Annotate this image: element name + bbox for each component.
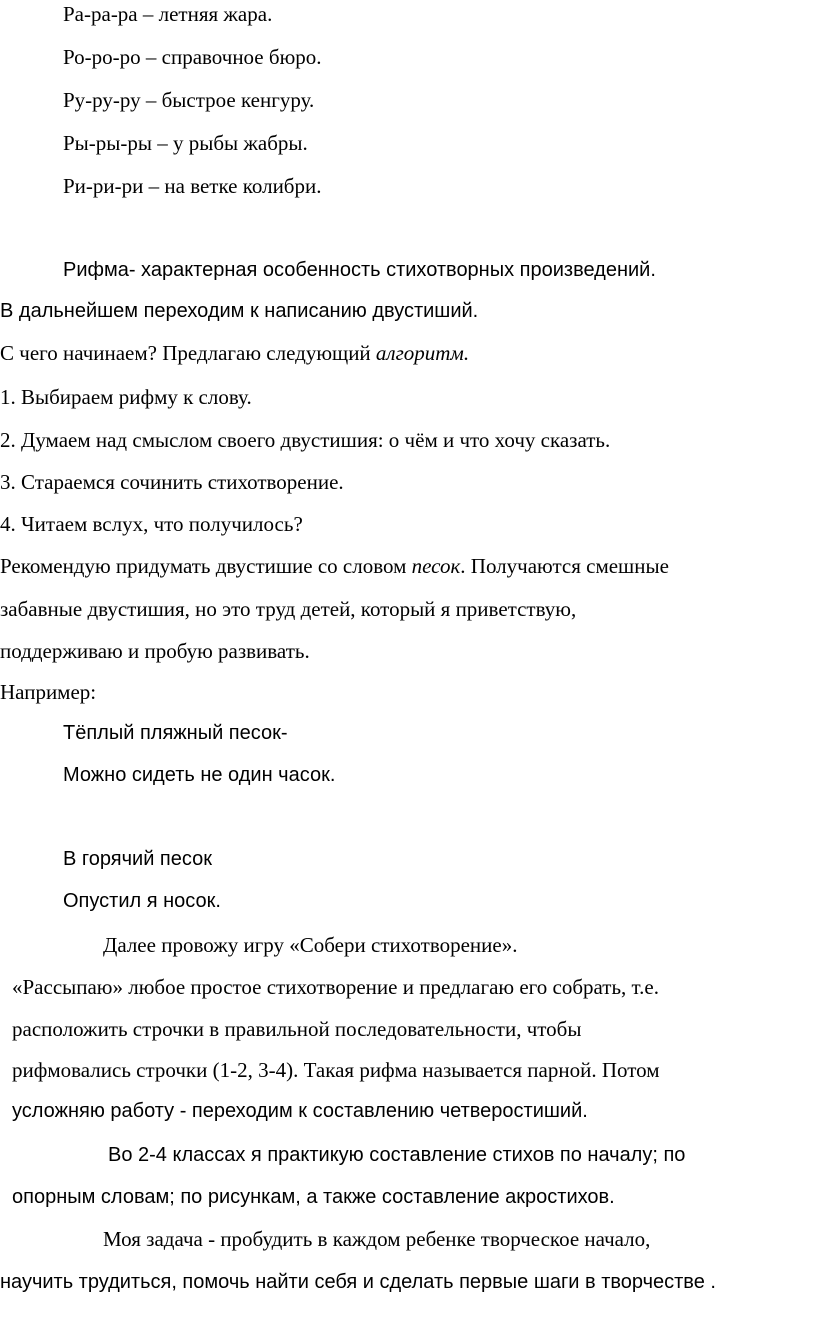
algorithm-lead: С чего начинаем? Предлагаю следующий <box>0 341 376 365</box>
algorithm-step: 4. Читаем вслух, что получилось? <box>0 512 303 536</box>
recommend-text-a: Рекомендую придумать двустишие со словом <box>0 554 412 578</box>
grades-line: Во 2-4 классах я практикую составление стихов по началу; по <box>108 1144 686 1166</box>
example-label: Например: <box>0 680 97 704</box>
rhyme-line: Ро-ро-ро – справочное бюро. <box>63 45 322 69</box>
rhyme-line: Ры-ры-ры – у рыбы жабры. <box>63 131 308 155</box>
algorithm-step: 2. Думаем над смыслом своего двустишия: о чём и что хочу сказать. <box>0 428 611 452</box>
game-line: рифмовались строчки (1-2, 3-4). Такая рифма называется парной. Потом <box>12 1058 660 1082</box>
recommend-line: забавные двустишия, но это труд детей, который я приветствую, <box>0 597 577 621</box>
algorithm-term: алгоритм. <box>375 341 470 365</box>
algorithm-intro <box>0 343 469 364</box>
grades-line: опорным словам; по рисункам, а также составление акростихов. <box>12 1186 615 1208</box>
poem-line: Можно сидеть не один часок. <box>63 764 336 786</box>
rhyme-line: Ру-ру-ру – быстрое кенгуру. <box>63 88 315 112</box>
algorithm-step: 1. Выбираем рифму к слову. <box>0 385 252 409</box>
recommend-line <box>0 556 669 577</box>
rhyme-line: Ри-ри-ри – на ветке колибри. <box>63 174 322 198</box>
game-line: усложняю работу - переходим к составлению четверостиший. <box>12 1100 588 1122</box>
poem-line: В горячий песок <box>63 848 212 870</box>
recommend-word: песок <box>411 554 461 578</box>
recommend-line: поддерживаю и пробую развивать. <box>0 639 310 663</box>
rhyme-line: Ра-ра-ра – летняя жара. <box>63 2 273 26</box>
algorithm-step: 3. Стараемся сочинить стихотворение. <box>0 470 344 494</box>
poem-line: Опустил я носок. <box>63 890 221 912</box>
rhyme-definition: Рифма- характерная особенность стихотворных произведений. <box>63 259 656 281</box>
game-line: Далее провожу игру «Собери стихотворение». <box>103 933 518 957</box>
task-line: научить трудиться, помочь найти себя и сделать первые шаги в творчестве . <box>0 1271 716 1293</box>
game-line: «Рассыпаю» любое простое стихотворение и предлагаю его собрать, т.е. <box>12 975 659 999</box>
intro-paragraph: В дальнейшем переходим к написанию двустиший. <box>0 300 479 322</box>
game-line: расположить строчки в правильной последовательности, чтобы <box>12 1017 582 1041</box>
task-line: Моя задача - пробудить в каждом ребенке творческое начало, <box>103 1227 651 1251</box>
poem-line: Тёплый пляжный песок- <box>63 722 288 744</box>
recommend-text-b: . Получаются смешные <box>460 554 669 578</box>
